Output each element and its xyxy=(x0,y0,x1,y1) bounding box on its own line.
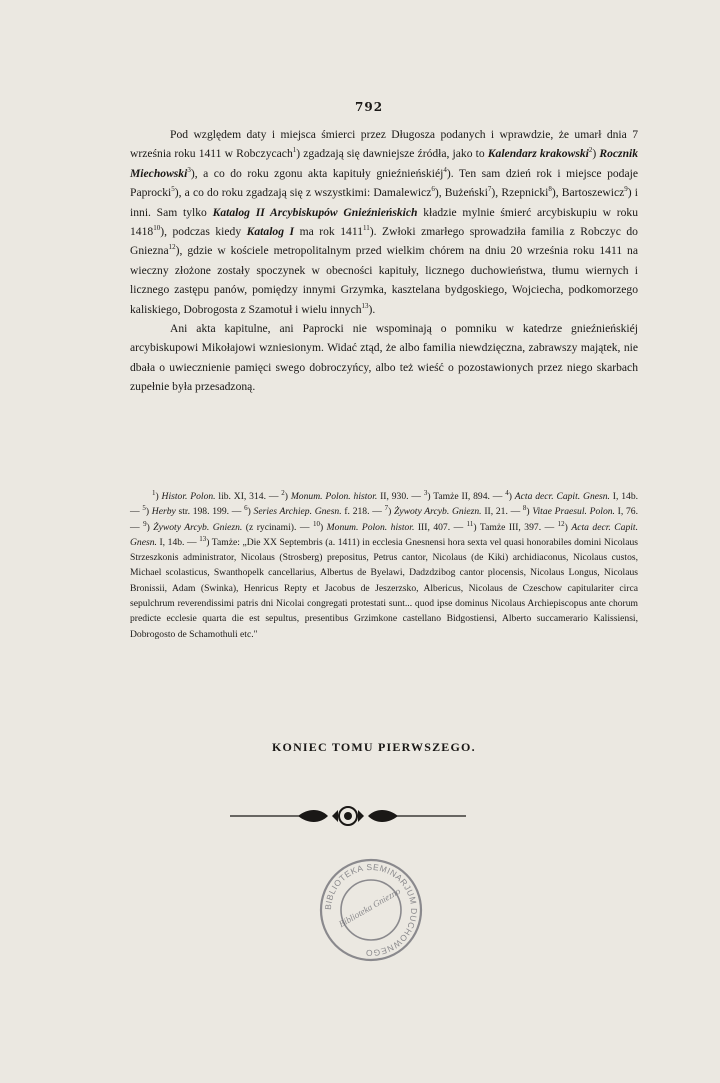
footnote-text: I, 14b. — xyxy=(130,491,639,518)
footnote-ref: 5 xyxy=(171,185,175,194)
footnote-text: II, 21. — xyxy=(481,506,523,518)
footnote-title: Żywoty Arcyb. Gniezn. xyxy=(153,521,243,533)
footnote-block: $^1$) Histor. Polon. lib. XI, 314. — $^2$) Monum. Polon. histor. II, 930. — $^3$) Tamże II, 894. — $^4$) Acta decr. Capit. Gnesn. I, 14b. — $^5$) Herby str. 198. 199. — $^6$) Series Archiep. Gnesn. f. 218. — $^7$) Żywoty Arcyb. Gniezn. II, 21. — $^8$) Vitae Praesul. Polon. I, 76. — $^9$) Żywoty Arcyb. Gniezn. (z rycinami). — $^{10}$) Monum. Polon. histor. III, 407. — $^{11}$) Tamże III, 397. — $^{12}$) Acta decr. Capit. Gnesn. I, 14b. — $^{13}$) Tamże: „Die XX Septembris (a. 1411) in ecclesia Gnesnensi hora sexta vel quasi honorabiles domini Nicolaus Strzeszkonis administrator, Nicolaus (Strosberg) prepositus, Petrus cantor, Nicolaus (de Kiki) archidiaconus, Nicolaus custos, Michael scolasticus, Swanthopelk cancellarius, Albertus de Byelawi, Dadzdzibog cantor plocensis, Nicolaus Longus, Nicolaus Bronissii, Adam (Swinka), Henricus Repty et Jacobus de Jeszerzsko, Albericus, Nicolaus de Czeschow capitulariter circa sepulchrum reverendissimi patris dni Nicolai congregati protestati sunt... quod ipse dominus Nicolaus Archiepiscopus ante chorum predicte ecclesie quarta die est sepultus, presentibus Grzimkone castellano Bidgostiensi, Alberto succamerario Kalissiensi, Dobrogosto de Schamothuli etc." xyxy=(130,488,639,640)
title-ref: Rocznik Miechowski xyxy=(130,147,639,180)
text-run: , Bartoszewicz xyxy=(555,186,625,200)
ornament-arrow-left xyxy=(332,810,338,822)
footnote-ref: 10 xyxy=(153,224,161,233)
footnote-ref: 8 xyxy=(548,185,552,194)
footnote-text: III, 407. — xyxy=(414,521,467,533)
footnote-title: Vitae Praesul. Polon. xyxy=(532,506,615,518)
footnote-number: 3 xyxy=(423,488,428,497)
footnote-text: str. 198. 199. — xyxy=(175,506,245,518)
footnote-title: Histor. Polon. xyxy=(161,491,216,502)
footnote-ref: 3 xyxy=(187,165,191,174)
page-number: 792 xyxy=(355,100,384,114)
title-ref: Katalog II Arcybiskupów Gnieźnieńskich xyxy=(212,205,418,219)
footnote-ref: 11 xyxy=(363,224,370,233)
paragraph-1: Pod względem daty i miejsca śmierci przez Długosza podanych i wprawdzie, że umarł dnia 7 września roku 1411 w Robczycach$^1$) zgadzają się dawniejsze źródła, jako to Kalendarz krakowski$^2$) Rocznik Miechowski$^3$), a co do roku zgonu akta kapituły gnieźnieńskiéj$^4$). Ten sam dzień rok i miejsce podaje Paprocki$^5$), a co do roku zgadzają się z wszystkimi: Damalewicz$^6$), Bużeński$^7$), Rzepnicki$^8$), Bartoszewicz$^9$) i inni. Sam tylko Katalog II Arcybiskupów Gnieźnieńskich kładzie mylnie śmierć arcybiskupiu w roku 1418$^{10}$), podczas kiedy Katalog I ma rok 1411$^{11}$). Zwłoki zmarłego sprowadziła familia z Robczyc do Gniezna$^{12}$), gdzie w kościele metropolitalnym przed wielkim chórem na dniu 20 września roku 1411 na wieczny złożone zostały spoczynek w obecności kapituły, licznego duchowieństwa, tłumu wiernych i licznego zastępu panów, pomiędzy innymi Grzymka, kasztelana bydgoskiego, Wojciecha, podkomorzego kaliskiego, Dobrogosta z Szamotuł i wielu innych$^{13}$). xyxy=(130,128,639,316)
footnote-number: 11 xyxy=(466,519,474,528)
text-run: Pod względem daty i miejsca śmierci przez Długosza podanych i wprawdzie, że umarł dnia 7 września roku 1411 w Robczycach xyxy=(130,128,638,161)
footnote-title: Herby xyxy=(151,506,176,518)
footnote-text: lib. XI, 314. — xyxy=(215,491,282,502)
text-run: . xyxy=(372,302,376,316)
ornament-leaf-right xyxy=(368,810,398,822)
footnote-text: I, 14b. — xyxy=(156,536,200,548)
footnote-text: f. 218. — xyxy=(341,506,385,518)
footnote-text: (z rycinami). — xyxy=(242,521,313,533)
footnote-title: Monum. Polon. histor. xyxy=(290,491,378,502)
footnote-ref: 4 xyxy=(443,165,447,174)
footnote-title: Acta decr. Capit. Gnesn. xyxy=(130,521,638,548)
footnote-number: 13 xyxy=(199,534,207,543)
library-stamp xyxy=(316,852,426,968)
title-ref: Katalog I xyxy=(246,225,295,239)
text-run: kładzie mylnie śmierć arcybiskupiu w roku 1418 xyxy=(130,205,638,239)
footnote-text: Tamże III, 397. — xyxy=(476,521,558,533)
stamp-outer-text: BIBLIOTEKA SEMINARJUM DUCHOWNEGO xyxy=(322,861,420,959)
stamp-inner-text: Biblioteka Gniezno xyxy=(337,885,402,930)
footnote-ref: 9 xyxy=(624,185,628,194)
footnote-ref: 1 xyxy=(292,146,297,155)
text-run: , Rzepnicki xyxy=(495,186,549,200)
paragraph-2: Ani akta kapitulne, ani Paprocki nie wspominają o pomniku w katedrze gnieźnieńskiéj arcybiskupowi Mikołajowi wzniesionym. Widać ztąd, że albo familia niewdzięczna, zabrawszy majątek, nie dbała o uwiecznienie pamięci swego dobroczyńcy, albo też wieść o pozostawionych przez niego skarbach zupełnie była przesadzoną. xyxy=(130,322,638,394)
text-run: . Ten sam dzień rok i miejsce podaje Paprocki xyxy=(130,166,638,200)
footnote-number: 12 xyxy=(557,519,565,528)
footnote-text: I, 76. — xyxy=(130,506,639,533)
text-run: , a co do roku zgonu akta kapituły gnieźnieńskiéj xyxy=(194,166,444,180)
ornament-leaf-left xyxy=(298,810,328,822)
footnote-number: 4 xyxy=(505,488,509,497)
footnote-ref: 13 xyxy=(361,301,369,310)
footnotes xyxy=(130,489,638,642)
footnote-ref: 7 xyxy=(487,185,492,194)
footnote-number: 9 xyxy=(143,519,147,528)
footnote-title: Series Archiep. Gnesn. xyxy=(253,506,342,518)
ornament-divider xyxy=(228,802,468,830)
footnote-title: Monum. Polon. histor. xyxy=(326,521,415,533)
text-run: , Bużeński xyxy=(438,186,488,200)
footnote-number: 6 xyxy=(244,504,248,513)
text-run: i inni. Sam tylko xyxy=(130,186,638,219)
end-of-volume: KONIEC TOMU PIERWSZEGO. xyxy=(272,740,476,754)
text-run: , podczas kiedy xyxy=(164,225,247,239)
footnote-ref: 6 xyxy=(431,185,435,194)
text-run: , a co do roku zgadzają się z wszystkimi: Damalewicz xyxy=(178,186,432,200)
footnote-title: Acta decr. Capit. Gnesn. xyxy=(514,491,610,502)
title-ref: Kalendarz krakowski xyxy=(487,147,589,161)
main-text xyxy=(130,125,638,397)
footnote-ref: 12 xyxy=(168,243,176,252)
footnote-ref: 2 xyxy=(588,146,593,155)
footnote-number: 1 xyxy=(152,488,156,497)
footnote-text: II, 930. — xyxy=(377,491,424,502)
text-run: . Zwłoki zmarłego sprowadziła familia z Robczyc do Gniezna xyxy=(130,225,638,258)
footnote-number: 10 xyxy=(312,519,320,528)
ornament-center xyxy=(344,812,352,820)
footnote-text: Tamże II, 894. — xyxy=(430,491,506,502)
footnote-number: 2 xyxy=(281,488,285,497)
footnote-title: Żywoty Arcyb. Gniezn. xyxy=(394,506,482,518)
text-run: zgadzają się dawniejsze źródła, jako to xyxy=(300,147,488,161)
text-run: , gdzie w kościele metropolitalnym przed wielkim chórem na dniu 20 września roku 1411 na wieczny złożone zostały spoczynek w obecności kapituły, licznego duchowieństwa, tłumu wiernych i licznego zastępu panów, pomiędzy innymi Grzymka, kasztelana bydgoskiego, Wojciecha, podkomorzego kaliskiego, Dobrogosta z Szamotuł i wielu innych xyxy=(130,244,638,316)
footnote-number: 5 xyxy=(142,504,146,513)
ornament-arrow-right xyxy=(358,810,364,822)
footnote-text: Tamże: „Die XX Septembris (a. 1411) in ecclesia Gnesnensi hora sexta vel quasi honorabiles domini Nicolaus Strzeszkonis administrator, Nicolaus (Strosberg) prepositus, Petrus cantor, Nicolaus (de Kiki) archidiaconus, Nicolaus custos, Michael scolasticus, Swanthopelk cancellarius, Albertus de Byelawi, Dadzdzibog cantor plocensis, Nicolaus Longus, Nicolaus Bronissii, Adam (Swinka), Henricus Repty et Jacobus de Jeszerzsko, Albericus, Nicolaus de Czeschow capitulariter circa sepulchrum reverendissimi patris dni Nicolai congregati protestati sunt... quod ipse dominus Nicolaus Archiepiscopus ante chorum predicte ecclesie quarta die est sepultus, presentibus Grzimkone castellano Bidgostiensi, Alberto succamerario Kalissiensi, Dobrogosto de Schamothuli etc." xyxy=(130,536,638,640)
footnote-number: 7 xyxy=(384,504,389,513)
footnote-number: 8 xyxy=(522,504,527,513)
text-run: ma rok 1411 xyxy=(294,225,363,239)
